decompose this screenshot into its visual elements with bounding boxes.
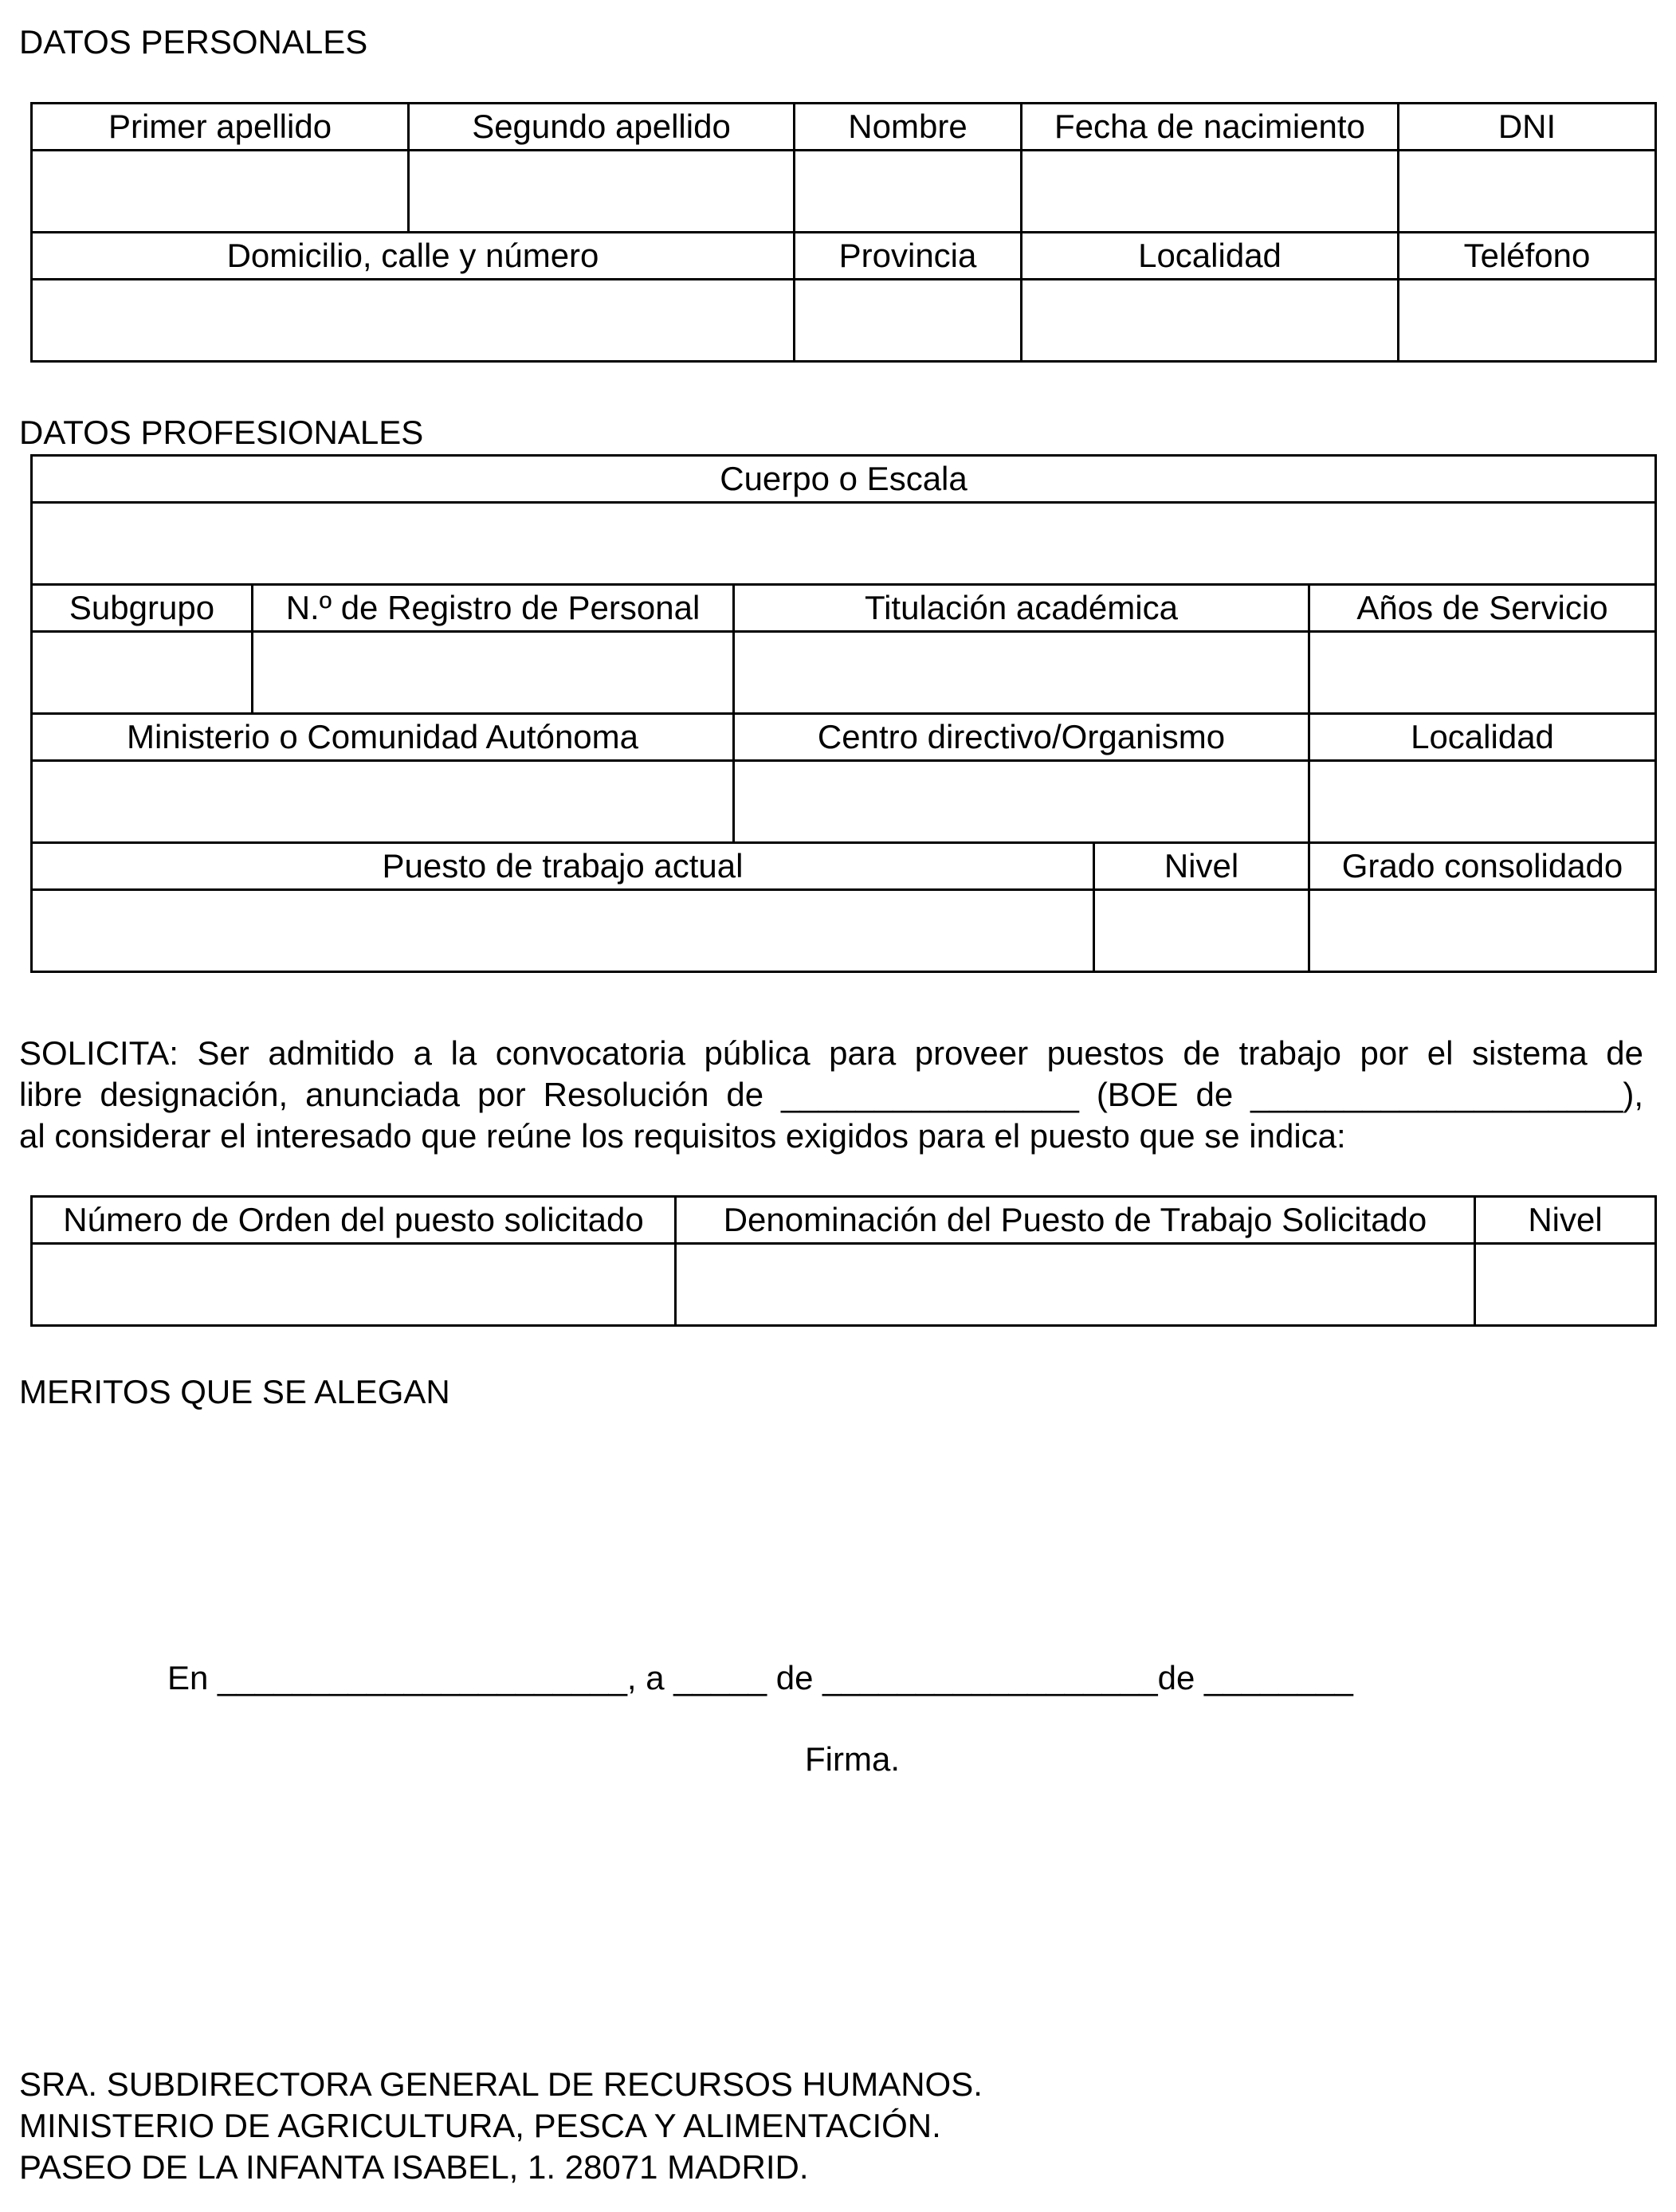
header-primer-apellido: Primer apellido — [32, 104, 409, 151]
meritos-heading: MERITOS QUE SE ALEGAN — [19, 1373, 450, 1410]
header-nivel-solicitado: Nivel — [1475, 1197, 1656, 1244]
header-nombre: Nombre — [795, 104, 1022, 151]
professional-data-table — [30, 454, 1657, 973]
field-subgrupo[interactable] — [32, 632, 253, 714]
solicita-paragraph — [19, 1033, 1643, 1157]
header-domicilio: Domicilio, calle y número — [32, 233, 795, 280]
header-dni: DNI — [1399, 104, 1656, 151]
field-numero-orden[interactable] — [32, 1244, 676, 1326]
field-dni[interactable] — [1399, 151, 1656, 233]
field-nivel-solicitado[interactable] — [1475, 1244, 1656, 1326]
header-registro-personal: N.º de Registro de Personal — [253, 585, 734, 632]
header-denominacion-puesto: Denominación del Puesto de Trabajo Solicitado — [676, 1197, 1475, 1244]
header-telefono: Teléfono — [1399, 233, 1656, 280]
field-centro-directivo[interactable] — [734, 761, 1309, 843]
header-localidad-profesional: Localidad — [1309, 714, 1656, 761]
field-anos-servicio[interactable] — [1309, 632, 1656, 714]
addressee-line-2: MINISTERIO DE AGRICULTURA, PESCA Y ALIMENTACIÓN. — [19, 2107, 941, 2144]
field-cuerpo-escala[interactable] — [32, 503, 1656, 585]
header-provincia: Provincia — [795, 233, 1022, 280]
field-nivel[interactable] — [1094, 890, 1309, 972]
field-localidad-profesional[interactable] — [1309, 761, 1656, 843]
header-centro-directivo: Centro directivo/Organismo — [734, 714, 1309, 761]
header-numero-orden: Número de Orden del puesto solicitado — [32, 1197, 676, 1244]
header-puesto-actual: Puesto de trabajo actual — [32, 843, 1094, 890]
field-grado-consolidado[interactable] — [1309, 890, 1656, 972]
header-cuerpo-escala: Cuerpo o Escala — [32, 456, 1656, 503]
field-ministerio[interactable] — [32, 761, 734, 843]
header-localidad: Localidad — [1022, 233, 1399, 280]
field-denominacion-puesto[interactable] — [676, 1244, 1475, 1326]
personal-data-table — [30, 102, 1657, 363]
header-nivel: Nivel — [1094, 843, 1309, 890]
field-segundo-apellido[interactable] — [409, 151, 795, 233]
field-localidad[interactable] — [1022, 280, 1399, 362]
field-registro-personal[interactable] — [253, 632, 734, 714]
header-ministerio: Ministerio o Comunidad Autónoma — [32, 714, 734, 761]
addressee-line-3: PASEO DE LA INFANTA ISABEL, 1. 28071 MADRID. — [19, 2148, 809, 2186]
requested-position-table — [30, 1195, 1657, 1327]
solicita-line-1: SOLICITA: Ser admitido a la convocatoria pública para proveer puestos de trabajo por el sistema de — [19, 1034, 1643, 1072]
field-fecha-nacimiento[interactable] — [1022, 151, 1399, 233]
field-domicilio[interactable] — [32, 280, 795, 362]
solicita-line-2: libre designación, anunciada por Resolución de ________________ (BOE de ____________________), — [19, 1076, 1643, 1113]
field-puesto-actual[interactable] — [32, 890, 1094, 972]
field-provincia[interactable] — [795, 280, 1022, 362]
addressee-line-1: SRA. SUBDIRECTORA GENERAL DE RECURSOS HUMANOS. — [19, 2065, 983, 2103]
header-fecha-nacimiento: Fecha de nacimiento — [1022, 104, 1399, 151]
header-grado-consolidado: Grado consolidado — [1309, 843, 1656, 890]
header-subgrupo: Subgrupo — [32, 585, 253, 632]
header-titulacion: Titulación académica — [734, 585, 1309, 632]
field-nombre[interactable] — [795, 151, 1022, 233]
personal-data-heading: DATOS PERSONALES — [19, 23, 368, 61]
field-primer-apellido[interactable] — [32, 151, 409, 233]
firma-label: Firma. — [805, 1740, 900, 1778]
field-telefono[interactable] — [1399, 280, 1656, 362]
header-segundo-apellido: Segundo apellido — [409, 104, 795, 151]
professional-data-heading: DATOS PROFESIONALES — [19, 414, 424, 451]
solicita-line-3: al considerar el interesado que reúne los requisitos exigidos para el puesto que se indica: — [19, 1117, 1346, 1155]
addressee-block — [19, 2064, 983, 2188]
place-date-line: En ______________________, a _____ de __________________de ________ — [167, 1659, 1353, 1696]
field-titulacion[interactable] — [734, 632, 1309, 714]
header-anos-servicio: Años de Servicio — [1309, 585, 1656, 632]
